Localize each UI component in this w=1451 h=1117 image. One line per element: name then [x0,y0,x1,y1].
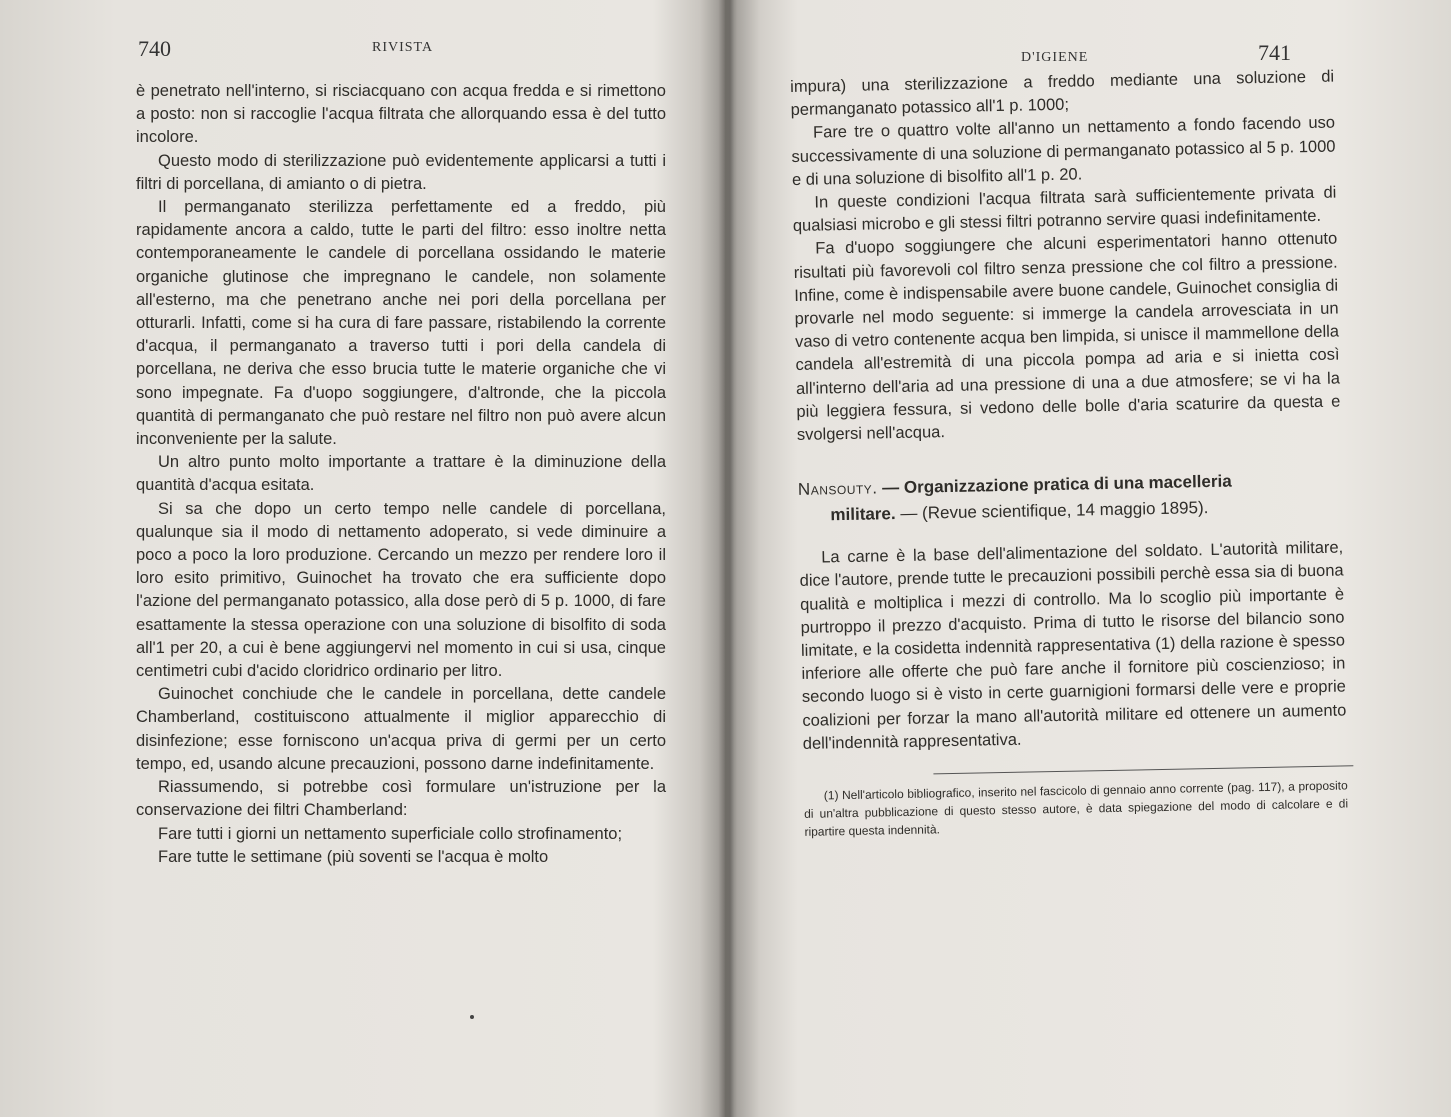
running-head: D'IGIENE [1021,50,1089,65]
right-page [726,0,1451,1117]
paragraph: Fare tutte le settimane (più soventi se l'acqua è molto [158,847,549,866]
paragraph: Un altro punto molto importante a trattare è la diminuzione della quantità d'acqua esitata. [136,453,666,495]
paragraph: è penetrato nell'interno, si risciacquano con acqua fredda e si rimettono a posto: non si raccoglie l'acqua filtrata che allorquando essa è del tutto incolore. [136,82,666,147]
left-body-text [136,80,666,869]
paragraph: La carne è la base dell'alimentazione del soldato. L'autorità militare, dice l'autore, prende tutte le precauzioni possibili perchè essa sia di buona qualità e moltiplica i mezzi di controllo. Ma lo scoglio più importante è purtroppo il prezzo d'acquisto. Prima di tutto le risorse del bilancio sono limitate, e la cosidetta indennità rappresentativa (1) della razione è spesso inferiore alle offerte che può fare anche il fornitore più coscienzioso; in secondo luogo si è visto in certe guarnigioni formarsi delle vere e proprie coalizioni per forzar la mano all'autorità militare ed ottenere un aumento dell'indennità rappresentativa. [799,538,1347,753]
paragraph: Fare tutti i giorni un nettamento superficiale collo strofinamento; [158,824,623,843]
section-title-continued: militare. [830,504,896,525]
paragraph: In queste condizioni l'acqua filtrata sarà sufficientemente privata di qualsiasi microbo e gli stessi filtri potranno servire quasi indefinitamente. [792,183,1337,236]
section-source: — (Revue scientifique, 14 maggio 1895). [900,498,1209,524]
right-body-text [790,66,1349,841]
section-author: Nansouty. [797,478,878,500]
paragraph: Guinochet conchiude che le candele in porcellana, dette candele Chamberland, costituiscono attualmente il miglior apparecchio di disinfezione; esse forniscono un'acqua priva di germi per un certo tempo, ed, usando alcune precauzioni, possono darne indefinitamente. [136,685,666,773]
paragraph: Si sa che dopo un certo tempo nelle candele di porcellana, qualunque sia il modo di nettamento adoperato, si vede diminuire a poco a poco la loro produzione. Cercando un mezzo per rendere loro il loro esito primitivo, Guinochet ha trovato che era sufficiente dopo l'azione del permanganato potassico, alla dose però di 5 p. 1000, di fare esattamente la stessa operazione con una soluzione di bisolfito di soda all'1 per 20, a cui è bene aggiungervi nel momento in cui si usa, cinque centimetri cubi d'acido cloridrico ordinario per litro. [136,499,666,681]
paragraph: impura) una sterilizzazione a freddo mediante una soluzione di permanganato potassico all'1 p. 1000; [790,67,1335,120]
paragraph: Fa d'uopo soggiungere che alcuni esperimentatori hanno ottenuto risultati più favorevoli col filtro senza pressione che col filtro a pressione. Infine, come è indispensabile avere buone candele, Guinochet consiglia di provarle nel modo seguente: si immerge la candela arrovesciata in un vaso di vetro contenente acqua ben limpida, si unisce il mammellone della candela all'estremità di una piccola pompa ad aria e si inietta così all'interno dell'aria ad una pressione di una a due atmosfere; se vi ha la più leggiera fessura, si vedono delle bolle d'aria scaturire da questa e svolgersi nell'acqua. [793,229,1341,444]
paragraph: Questo modo di sterilizzazione può evidentemente applicarsi a tutti i filtri di porcellana, di amianto o di pietra. [136,151,666,193]
page-number: 741 [1258,40,1291,65]
footnote: (1) Nell'articolo bibliografico, inserito nel fascicolo di gennaio anno corrente (pag. 117), a proposito di un'altra pubblicazione di questo stesso autore, è data spiegazione del modo di calcolare e di ripartire questa indennità. [804,778,1349,839]
page-number: 740 [138,36,171,61]
running-head: RIVISTA [372,40,434,55]
paragraph: Riassumendo, si potrebbe così formulare un'istruzione per la conservazione dei filtri Chamberland: [136,778,666,820]
section-title: — Organizzazione pratica di una macelleria [881,471,1232,498]
ink-dot [470,1015,474,1019]
paragraph: Il permanganato sterilizza perfettamente ed a freddo, più rapidamente ancora a caldo, tutte le parti del filtro: esso inoltre netta contemporaneamente le candele di porcellana ossidando le materie organiche glutinose che impregnano le candele, non solamente all'esterno, ma che penetrano anche nei pori della porcellana per otturarli. Infatti, come si ha cura di fare passare, ristabilendo la corrente d'acqua, il permanganato a traverso tutti i pori della candela di porcellana, ne deriva che esso brucia tutte le materie organiche che vi sono impegnate. Fa d'uopo soggiungere, d'altronde, che la piccola quantità di permanganato che può restare nel filtro non può avere alcun inconveniente per la salute. [136,198,666,449]
footnote-divider [933,765,1353,774]
paragraph: Fare tre o quattro volte all'anno un nettamento a fondo facendo uso successivamente di una soluzione di permanganato potassico al 5 p. 1000 e di una soluzione di bisolfito all'1 p. 20. [791,113,1336,189]
section-heading [798,467,1343,529]
